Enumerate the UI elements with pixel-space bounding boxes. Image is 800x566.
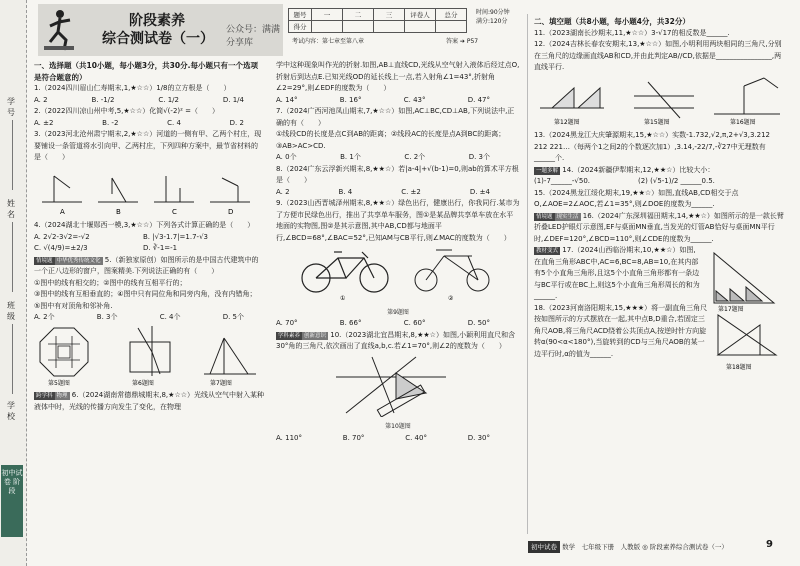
q18-figure <box>710 305 784 371</box>
footer-badge: 初中试卷 <box>528 541 560 553</box>
question-5: 情境题 中华优秀传统文化 5.（新独家原创）如图所示的是中国古代建筑中的一个正八边形的窗户，图案精美.下列说法正确的有（ ） <box>34 255 259 275</box>
question-6-continued: 学中这种现象叫作光的折射.如图,AB⊥直线CD,光线从空气射入液体后经过点O,折射后到达点E.已知光线OD的延长线上一点,若入射角∠1=43°,折射角∠2=29°,则∠EDF的度数为（ ） <box>276 61 520 92</box>
time-info: 时间:90分钟 满分:120分 <box>476 9 510 25</box>
fig6-caption: 第6题图 <box>132 379 154 386</box>
question-17: 教材变式 17.（2024山西临汾期末,10,★★☆）如图,在直角三角形ABC中,AC=6,BC=8,AB=10,在其内部有5个小直角三角形,且这5个小直角三角形都有一条边与BC平行或在BC上,则这5个小直角三角形周长的和为______. <box>534 246 700 300</box>
question-9: 9.（2023山西晋城泽州期末,8,★★☆）绿色出行，健康出行，你我同行.某市为了方便市民绿色出行，推出了共享单车服务，图①是某品牌共享单车放在水平地面的实物图,图②是其示意图,其中AB,CD都与地面平行,∠BCD=68°,∠BAC=52°,已知AM与CB平行,则∠MAC的度数为（ ） <box>276 199 520 242</box>
score-table: 题号 一 二 三 评卷人 总分 得分 <box>288 8 467 33</box>
options-1: A. 2 B. -1/2 C. 1/2 D. 1/4 <box>34 95 244 104</box>
question-15: 15.（2024黑龙江绥化期末,19,★★☆）如图,直线AB,CD相交于点O,∠AOE=2∠AOC,若∠1=35°,则∠DOE的度数为______. <box>534 188 739 208</box>
question-11: 11.（2023湖南长沙期末,11,★☆☆）3-√17的相反数是______. <box>534 28 730 37</box>
margin-label-school: 学校 <box>7 401 15 421</box>
middle-column <box>276 60 520 444</box>
options-2: A. ±2 B. -2 C. 4 D. 2 <box>34 118 244 127</box>
question-13: 13.（2024黑龙江大庆肇源期末,15,★☆☆）实数-1.732,√2,π,2+√3,3.212 212 221…（每两个1之间2的个数逐次加1）,3.14,-22/7,-∛27中无理数有______个. <box>534 131 770 162</box>
section-title-choice: 一、选择题（共10小题，每小题3分，共30分.每小题只有一个选项是符合题意的） <box>34 61 258 82</box>
q9-figure <box>276 244 520 302</box>
left-column <box>34 60 264 413</box>
fig7-caption: 第7题图 <box>210 379 232 386</box>
bookmark-tab: 初中试卷 阶段 <box>1 465 23 537</box>
margin-label-name: 姓名 <box>7 199 15 219</box>
right-column <box>534 16 784 371</box>
fig5-caption: 第5题图 <box>48 379 70 386</box>
answer-ref: 答案 ➔ P57 <box>446 38 479 45</box>
options-8: A. 2 B. 4 C. ±2 D. ±4 <box>276 187 490 196</box>
footer <box>528 541 778 553</box>
section-title-fill: 二、填空题（共8小题，每小题4分，共32分） <box>534 17 690 26</box>
question-10: 学科素养 创新意识 10.（2023湖北宜昌期末,8,★★☆）如图,小颖利用直尺和含30°角的三角尺,依次画出了直线a,b,c.若∠1=70°,则∠2的度数为（ ） <box>276 330 516 350</box>
runner-icon <box>42 8 76 52</box>
q3-options-figure <box>34 164 264 216</box>
q12-q16-figures <box>534 74 784 126</box>
q14-parts: (1)-7______-√50. (2) (√5-1)/2 ______0.5. <box>534 177 715 185</box>
q3-option-d: D <box>228 207 234 216</box>
page-title: 阶段素养 综合测试卷（一） <box>102 13 214 47</box>
question-1: 1.（2024四川眉山仁寿期末,1,★☆☆）1/8的立方根是（ ） <box>34 84 231 92</box>
options-10: A. 110° B. 70° C. 40° D. 30° <box>276 433 490 442</box>
page-number: 9 <box>766 539 773 550</box>
options-6: A. 14° B. 16° C. 43° D. 47° <box>276 95 490 104</box>
fig9-caption: 第9题图 <box>387 308 409 316</box>
fig9-label-1: ① <box>340 295 346 302</box>
options-5: A. 2个 B. 3个 C. 4个 D. 5个 <box>34 313 244 321</box>
q7-items: ①线段CD的长度是点C到AB的距离；②线段AC的长度是点A到BC的距离；③AB>AC>CD. <box>276 130 506 150</box>
margin-label-class: 班级 <box>7 301 15 321</box>
question-18: 18.（2023河南洛阳期末,15,★★★）将一副直角三角尺按如图所示的方式摆放在一起,其中点B,D重合,若固定三角尺AOB,将三角尺ACD绕着公共顶点A,按逆时针方向旋转α(90<α<180°),当旋转到的CD与三角尺AOB的某一边平行时,α的值为______. <box>534 303 708 358</box>
fig10-caption: 第10题图 <box>385 423 411 430</box>
student-info-margin <box>0 0 27 566</box>
question-7: 7.（2024广西河池凤山期末,7,★☆☆）如图,AC⊥BC,CD⊥AB,下列说法中,正确的有（ ） <box>276 107 515 127</box>
question-4: 4.（2024湖北十堰郧西一模,3,★☆☆）下列各式计算正确的是（ ） <box>34 221 255 229</box>
footer-text: 数学 七年级下册 人教版 ◎ 阶段素养综合测试卷（一） <box>562 543 728 551</box>
question-12: 12.（2024吉林长春农安期末,13,★☆☆）如图,小明利用两块相同的三角尺,分别在三角尺的边缘画直线AB和CD,并由此判定AB//CD,依据是________________,两直线平行. <box>534 40 782 71</box>
question-6: 跨学科 物理 6.（2024湖南常德鼎城期末,8,★☆☆）光线从空气中射入某种液体中时，光线的传播方向发生了变化，在物理 <box>34 391 264 411</box>
fig17-caption: 第17题图 <box>718 306 744 313</box>
q10-figure <box>276 353 520 417</box>
fig15-caption: 第15题图 <box>644 118 670 126</box>
q3-option-c: C <box>172 207 177 216</box>
options-4: A. 2√2-3√2=-√2 B. |√3-1.7|=1.7-√3 C. √(4/9)=±2/3 D. ∛-1=-1 <box>34 232 208 252</box>
question-14: 一题多解 14.（2024新疆伊犁期末,12,★★☆）比较大小： <box>536 165 715 174</box>
q17-figure <box>704 247 784 313</box>
question-3: 3.（2023河北沧州肃宁期末,2,★☆☆）河道的一侧有甲、乙两个村庄，现要铺设一条管道将水引向甲、乙两村庄，下列四种方案中，最节省材料的是（ ） <box>34 130 262 161</box>
exam-scope: 考试内容：第七章至第八章 <box>292 38 365 45</box>
column-divider <box>527 14 528 534</box>
margin-label-id: 学号 <box>7 97 15 117</box>
title-banner <box>38 4 283 56</box>
q5-items: ①图中的线有相交的；②图中的线有互相平行的； ③图中的线有互相垂直的；④图中只有同位角和同旁内角，没有内错角； ⑤图中有对顶角和邻补角. <box>34 278 257 310</box>
question-8: 8.（2024广东云浮新兴期末,8,★★☆）若|a-4|+√(b-1)=0,则ab的算术平方根是（ ） <box>276 164 519 184</box>
q3-option-a: A <box>60 207 65 216</box>
fig12-caption: 第12题图 <box>554 118 580 126</box>
options-9: A. 70° B. 66° C. 60° D. 50° <box>276 319 490 327</box>
question-16: 情境题 现实生活 16.（2024广东深圳福田期末,14,★★☆）如图所示的是一款长臂折叠LED护眼灯示意图,EF与桌面MN垂直,当发光的灯管AB恰好与桌面MN平行时,∠DEF=120°,∠BCD=110°,则∠CDE的度数为______. <box>534 211 784 243</box>
question-2: 2.（2022四川凉山州中考,5,★☆☆）化简√(-2)² =（ ） <box>34 107 220 115</box>
header <box>38 4 518 56</box>
options-7: A. 0个 B. 1个 C. 2个 D. 3个 <box>276 153 490 161</box>
fig16-caption: 第16题图 <box>730 118 756 126</box>
fig9-label-2: ② <box>448 295 454 302</box>
q5-q7-figures <box>34 324 264 386</box>
watermark-text: 公众号：满满分享库 <box>226 25 281 48</box>
fig18-caption: 第18题图 <box>726 363 752 371</box>
q3-option-b: B <box>116 207 121 216</box>
